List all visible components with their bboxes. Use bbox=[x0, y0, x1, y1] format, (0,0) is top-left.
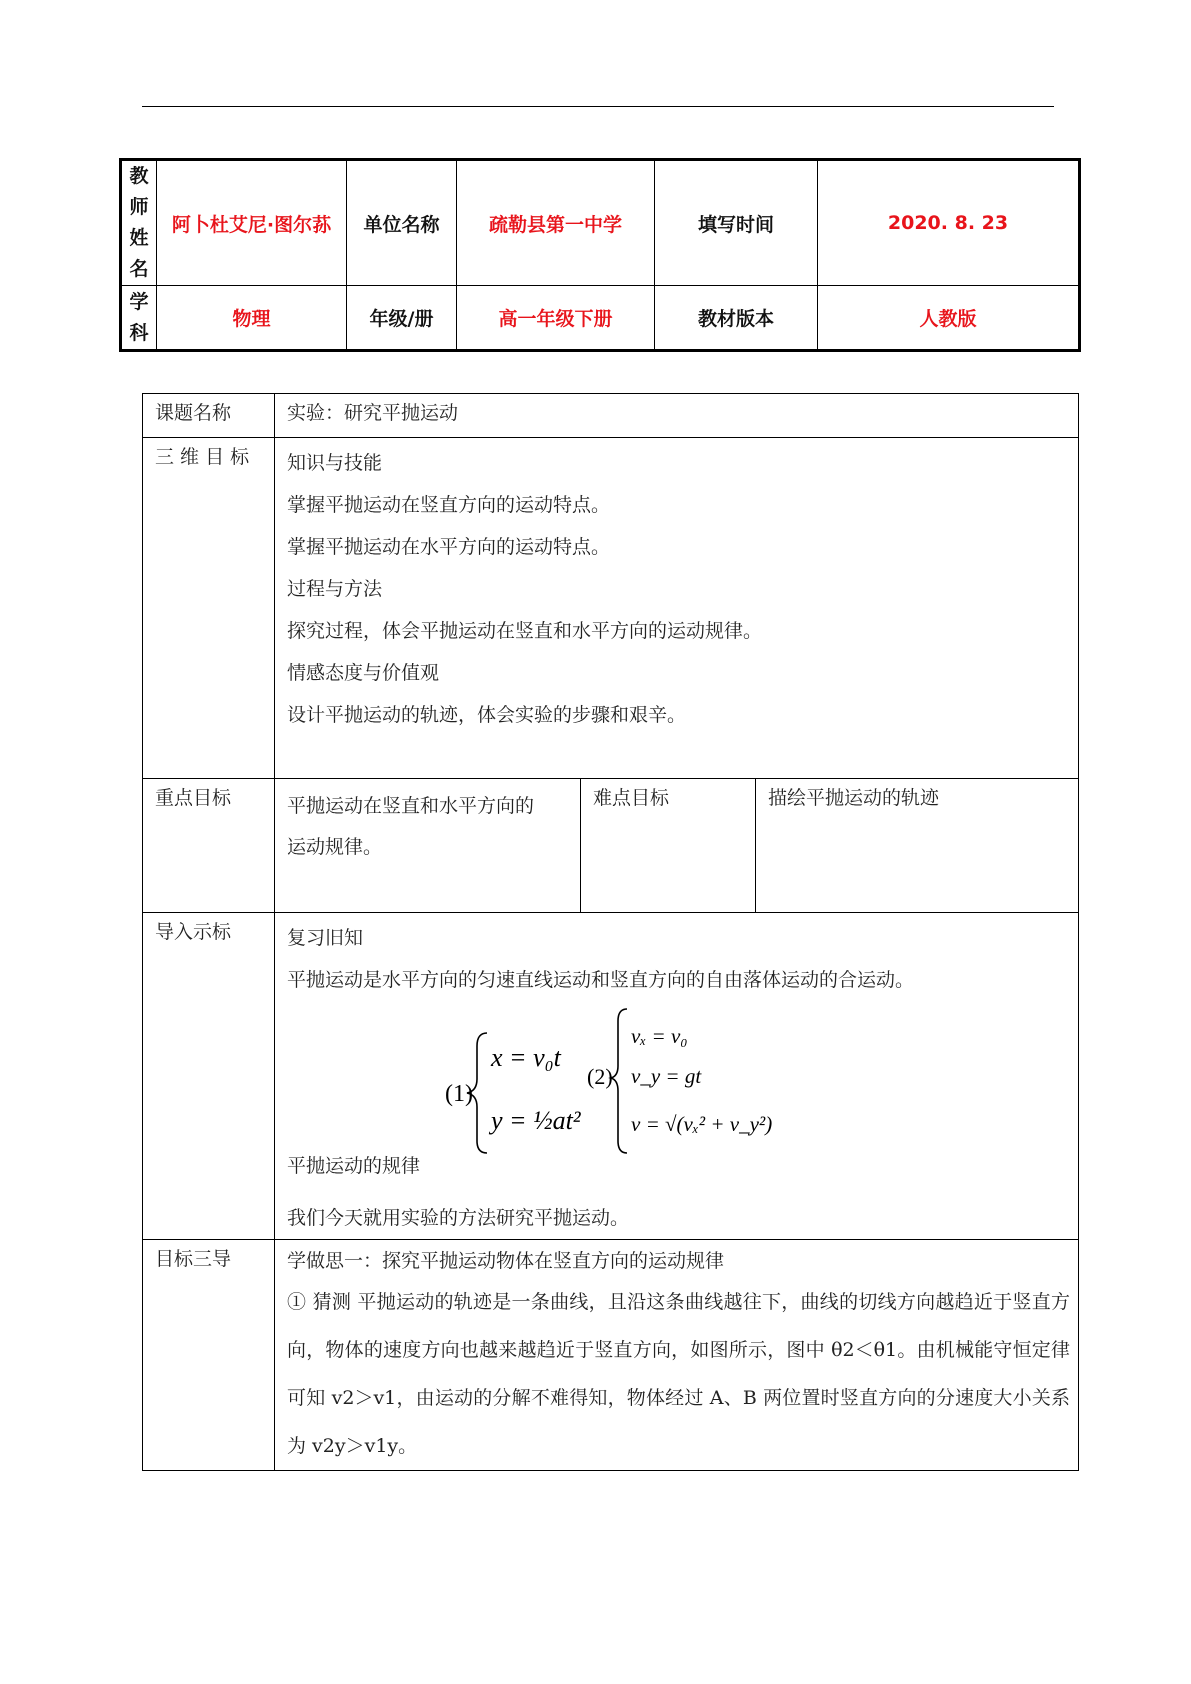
unit-label: 单位名称 bbox=[347, 160, 457, 286]
fill-time-label: 填写时间 bbox=[655, 160, 818, 286]
key-cell bbox=[275, 779, 581, 913]
goal-line: 设计平抛运动的轨迹，体会实验的步骤和艰辛。 bbox=[287, 704, 687, 726]
unit-name: 疏勒县第一中学 bbox=[457, 160, 655, 286]
key-label: 重点目标 bbox=[143, 779, 275, 913]
subject-value: 物理 bbox=[157, 286, 347, 351]
goal-line: 探究过程，体会平抛运动在竖直和水平方向的运动规律。 bbox=[287, 620, 763, 642]
formula-1-label: (1) bbox=[445, 1081, 473, 1107]
goal-line: 知识与技能 bbox=[287, 452, 383, 474]
formula-1-eq2: y = ½at² bbox=[491, 1106, 581, 1135]
guide-label: 目标三导 bbox=[143, 1240, 275, 1471]
subject-label: 学科 bbox=[121, 286, 157, 351]
goals-label: 三 维 目 标 bbox=[143, 438, 275, 779]
key-line-1: 平抛运动在竖直和水平方向的 bbox=[287, 795, 535, 817]
goal-line: 掌握平抛运动在水平方向的运动特点。 bbox=[287, 536, 611, 558]
grade-value: 高一年级下册 bbox=[457, 286, 655, 351]
grade-label: 年级/册 bbox=[347, 286, 457, 351]
intro-text: 平抛运动是水平方向的匀速直线运动和竖直方向的自由落体运动的合运动。 bbox=[287, 969, 915, 991]
edition-value: 人教版 bbox=[818, 286, 1080, 351]
goal-line: 情感态度与价值观 bbox=[287, 662, 440, 684]
rule-label: 平抛运动的规律 bbox=[287, 1155, 421, 1177]
lesson-plan-table bbox=[142, 393, 1079, 1471]
guide-heading: 学做思一：探究平抛运动物体在竖直方向的运动规律 bbox=[287, 1250, 725, 1272]
intro-heading: 复习旧知 bbox=[287, 927, 364, 949]
formula-2-brace bbox=[611, 1009, 627, 1153]
formula-2-label: (2) bbox=[587, 1064, 613, 1089]
guide-text: ① 猜测 平抛运动的轨迹是一条曲线，且沿这条曲线越往下，曲线的切线方向越趋近于竖直方向，物体的速度方向也越来越趋近于竖直方向，如图所示，图中 θ2＜θ1。由机械能守恒定律可知 v2＞v1，由运动的分解不难得知，物体经过 A、B 两位置时竖直方向的分速度大小关系为 v2y＞v1y。 bbox=[287, 1291, 1071, 1457]
title-label: 课题名称 bbox=[143, 394, 275, 438]
header-rule bbox=[142, 106, 1054, 107]
intro-cell bbox=[275, 913, 1079, 1240]
teacher-label: 教师姓名 bbox=[121, 160, 157, 286]
formula-1-eq1: x = v₀t bbox=[491, 1043, 561, 1072]
fill-time: 2020. 8. 23 bbox=[818, 160, 1080, 286]
intro-label: 导入示标 bbox=[143, 913, 275, 1240]
teacher-info-table bbox=[119, 158, 1081, 352]
formula-2-eq2: v_y = gt bbox=[631, 1064, 702, 1088]
projectile-formulas bbox=[287, 1001, 787, 1191]
teacher-name: 阿卜杜艾尼·图尔荪 bbox=[157, 160, 347, 286]
goal-line: 掌握平抛运动在竖直方向的运动特点。 bbox=[287, 494, 611, 516]
goals-cell bbox=[275, 438, 1079, 779]
intro-end: 我们今天就用实验的方法研究平抛运动。 bbox=[287, 1207, 630, 1229]
guide-cell bbox=[275, 1240, 1079, 1471]
key-line-2: 运动规律。 bbox=[287, 836, 383, 858]
goal-line: 过程与方法 bbox=[287, 578, 383, 600]
lesson-title: 实验：研究平抛运动 bbox=[275, 394, 1079, 438]
edition-label: 教材版本 bbox=[655, 286, 818, 351]
formula-2-eq3: v = √(vₓ² + v_y²) bbox=[631, 1112, 773, 1136]
formula-area bbox=[287, 1001, 1070, 1191]
difficult-value: 描绘平抛运动的轨迹 bbox=[756, 779, 1079, 913]
difficult-label: 难点目标 bbox=[581, 779, 756, 913]
formula-2-eq1: vₓ = v₀ bbox=[631, 1024, 688, 1048]
